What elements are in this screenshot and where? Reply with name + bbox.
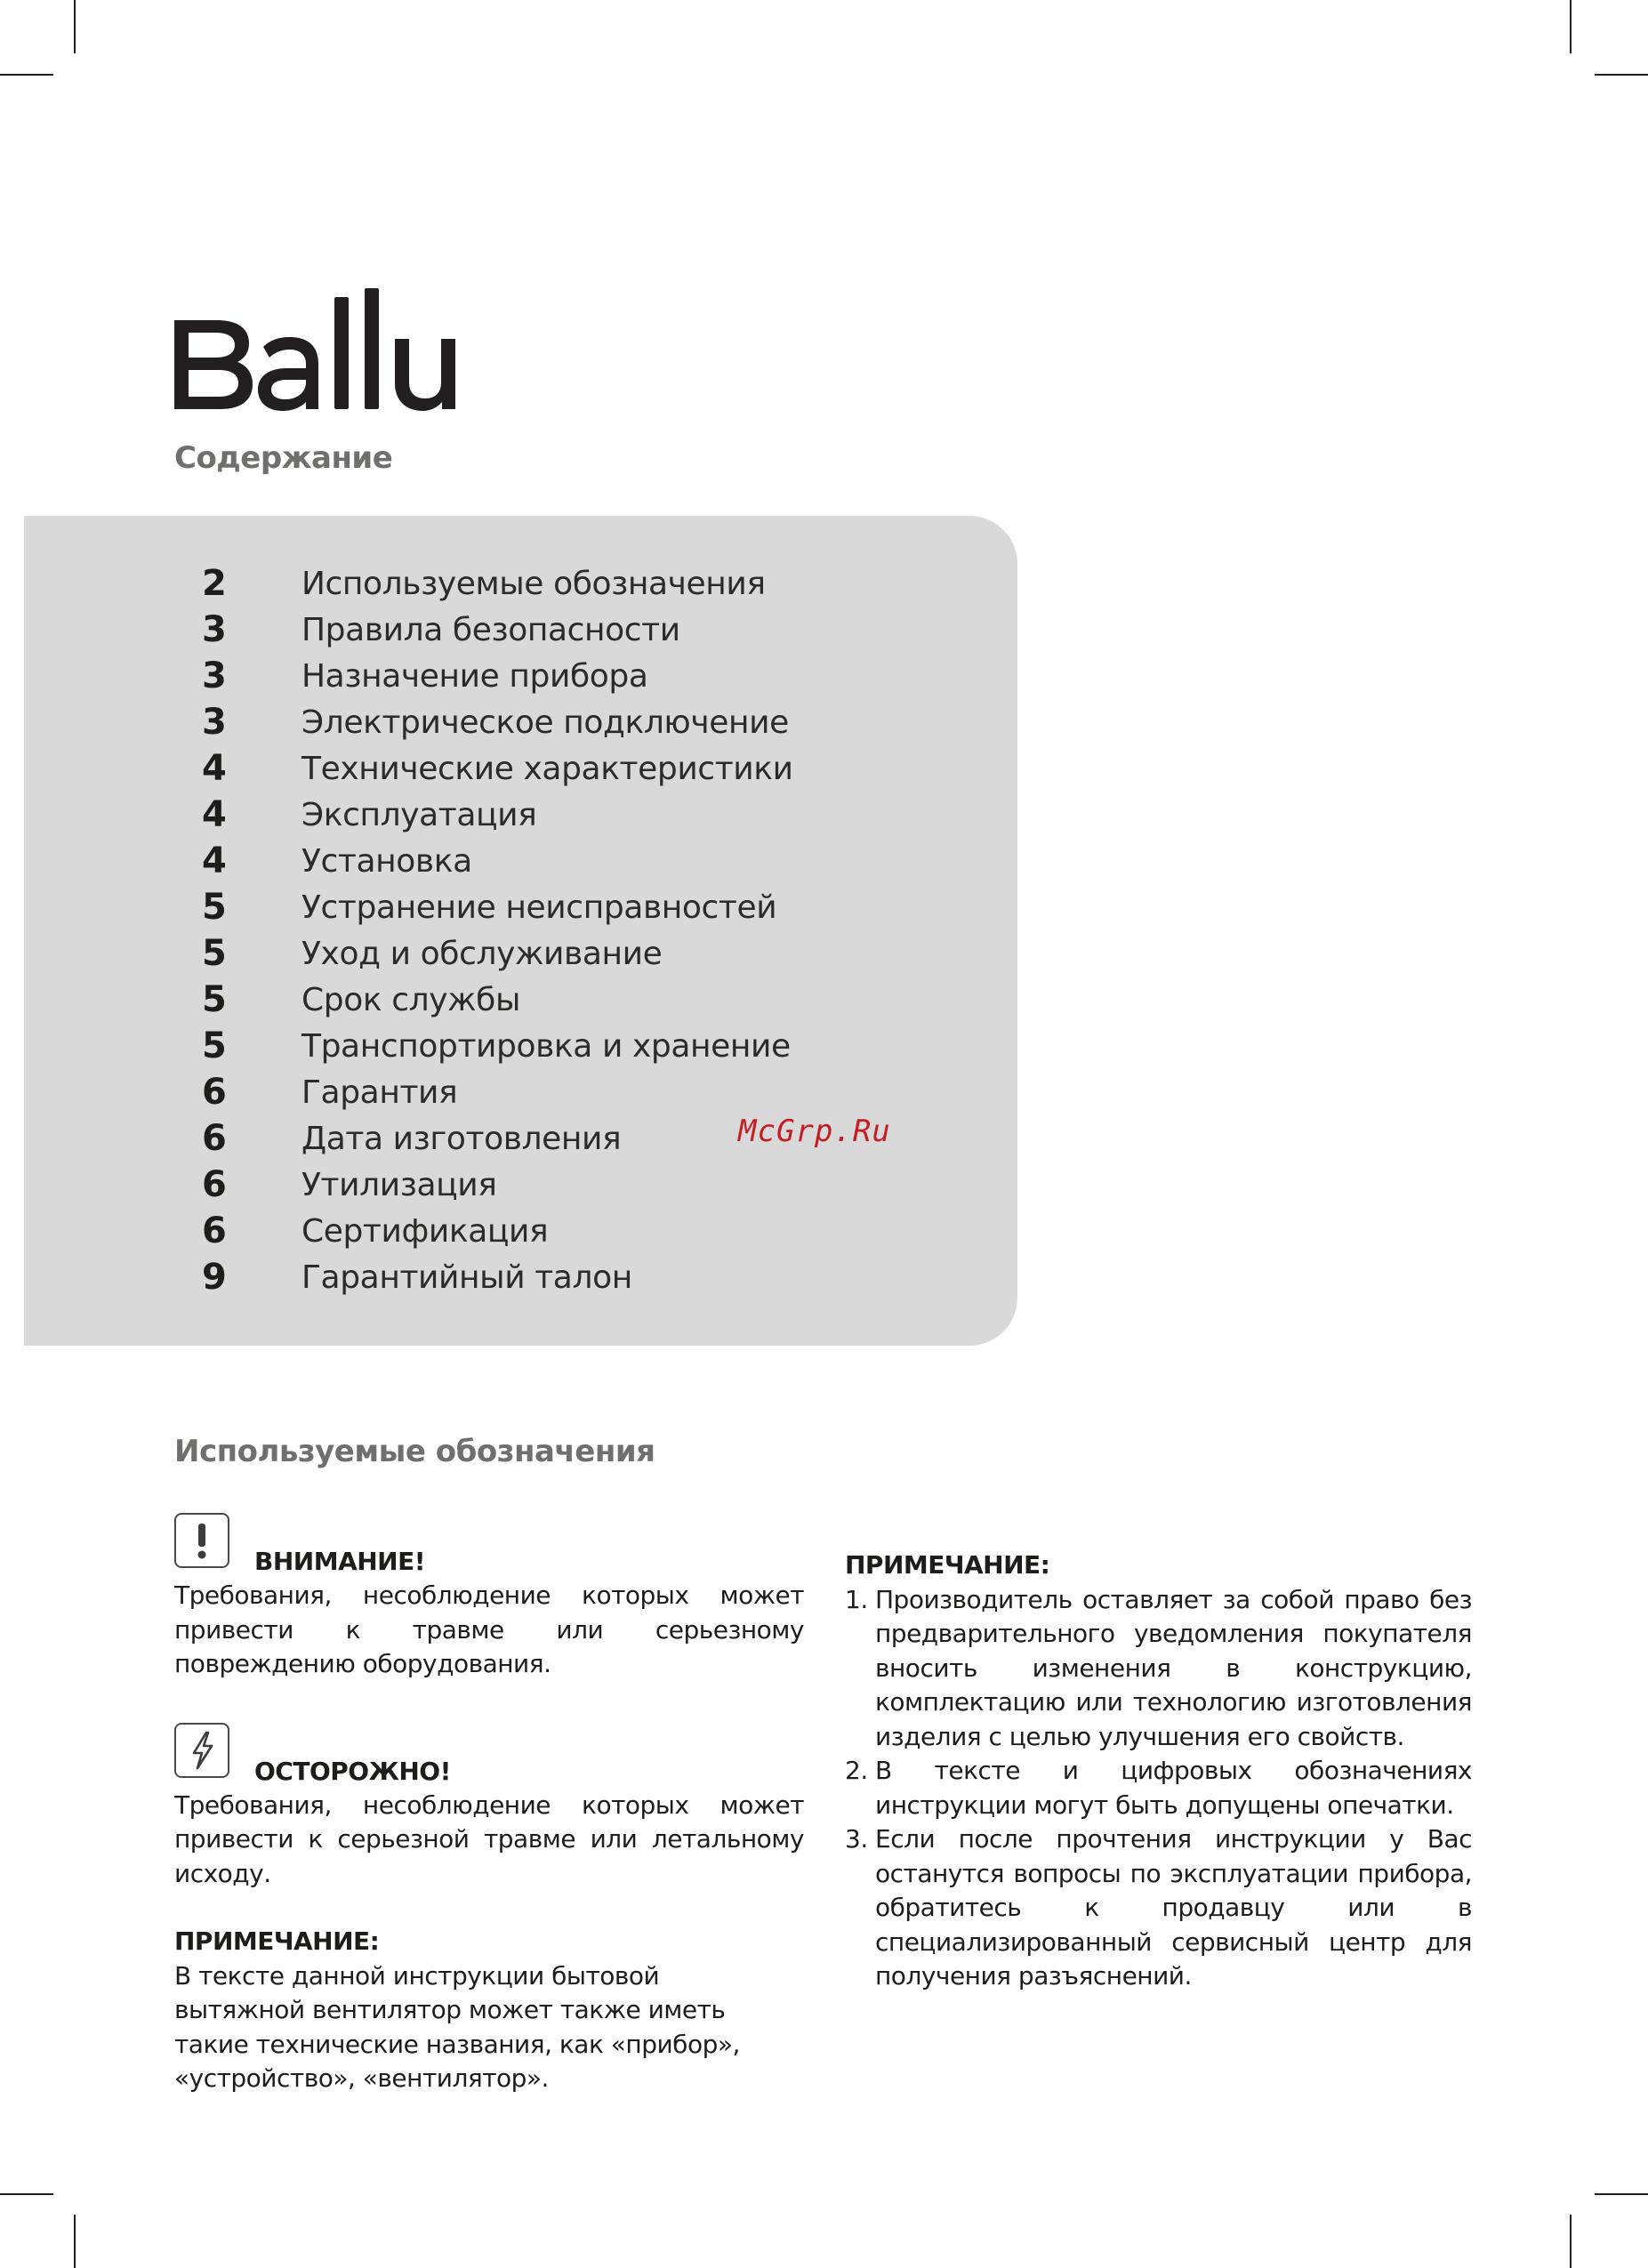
toc-item-title: Назначение прибора: [301, 657, 648, 695]
toc-item-title: Технические характеристики: [301, 750, 793, 787]
toc-page-number: 2: [202, 563, 227, 604]
warning-text: Требования, несоблюдение которых может привести к травме или серьезному повреждению оборудования.: [174, 1580, 804, 1678]
toc-page-number: 5: [202, 933, 227, 974]
toc-item[interactable]: [202, 792, 793, 838]
toc-page-number: 3: [202, 702, 227, 743]
toc-item[interactable]: [202, 1115, 793, 1162]
toc-page-number: 9: [202, 1257, 227, 1298]
toc-page-number: 5: [202, 887, 227, 928]
toc-list: [202, 560, 793, 1300]
toc-page-number: 4: [202, 840, 227, 881]
toc-item-title: Уход и обслуживание: [301, 935, 663, 972]
caution-text: Требования, несоблюдение которых может привести к серьезной травме или летальному исходу.: [174, 1789, 804, 1888]
toc-item[interactable]: [202, 1162, 793, 1208]
caution-label: ОСТОРОЖНО!: [254, 1756, 451, 1786]
toc-item-title: Гарантийный талон: [301, 1259, 632, 1296]
toc-item-title: Гарантия: [301, 1074, 458, 1111]
toc-item[interactable]: [202, 653, 793, 699]
toc-item-title: Установка: [301, 842, 472, 880]
toc-page-number: 6: [202, 1072, 227, 1113]
toc-page-number: 6: [202, 1164, 227, 1205]
spacer: [174, 1682, 804, 1719]
toc-item[interactable]: [202, 930, 793, 977]
crop-mark: [1570, 2215, 1572, 2268]
note-text: В тексте данной инструкции бытовой вытяжной вентилятор может также иметь такие технические названия, как «прибор», «устройство», «вентилятор».: [174, 1960, 740, 2093]
toc-item[interactable]: [202, 977, 793, 1023]
toc-item-title: Срок службы: [301, 981, 520, 1018]
crop-mark: [1595, 74, 1648, 76]
toc-item-title: Эксплуатация: [301, 796, 537, 833]
crop-mark: [1595, 2193, 1648, 2195]
warning-label: ВНИМАНИЕ!: [254, 1547, 426, 1576]
notes-item-number: 2.: [845, 1756, 868, 1785]
notes-item-number: 3.: [845, 1824, 868, 1854]
notes-list-item: [845, 1754, 1472, 1822]
crop-mark: [74, 2215, 76, 2268]
notes-label: ПРИМЕЧАНИЕ:: [845, 1550, 1050, 1580]
notes-item-text: В тексте и цифровых обозначениях инструкции могут быть допущены опечатки.: [875, 1756, 1472, 1820]
caution-header: [174, 1719, 804, 1786]
spacer: [174, 1891, 804, 1925]
notes-item-number: 1.: [845, 1584, 868, 1614]
symbols-heading: Используемые обозначения: [174, 1434, 655, 1469]
toc-page-number: 3: [202, 609, 227, 650]
toc-item-title: Дата изготовления: [301, 1120, 622, 1157]
toc-item[interactable]: [202, 1208, 793, 1254]
warning-header: [174, 1509, 804, 1576]
toc-item-title: Правила безопасности: [301, 611, 680, 648]
toc-item[interactable]: [202, 1023, 793, 1069]
exclamation-icon: [174, 1513, 229, 1568]
toc-page-number: 4: [202, 794, 227, 835]
toc-item-title: Транспортировка и хранение: [301, 1027, 791, 1065]
toc-item[interactable]: [202, 699, 793, 745]
toc-item-title: Электрическое подключение: [301, 704, 789, 741]
toc-page-number: 3: [202, 655, 227, 696]
toc-item[interactable]: [202, 607, 793, 653]
toc-page-number: 4: [202, 748, 227, 789]
toc-item-title: Используемые обозначения: [301, 565, 766, 602]
toc-page-number: 6: [202, 1118, 227, 1159]
toc-page-number: 6: [202, 1210, 227, 1251]
toc-item-title: Сертификация: [301, 1212, 549, 1250]
toc-item-title: Утилизация: [301, 1166, 497, 1203]
lightning-icon: [174, 1723, 229, 1778]
note-label: ПРИМЕЧАНИЕ:: [174, 1926, 380, 1956]
crop-mark: [0, 2193, 53, 2195]
crop-mark: [0, 74, 53, 76]
crop-mark: [74, 0, 76, 53]
toc-item[interactable]: [202, 884, 793, 930]
notes-list: [845, 1583, 1472, 1994]
toc-page-number: 5: [202, 1025, 227, 1066]
toc-page-number: 5: [202, 979, 227, 1020]
toc-panel: [24, 516, 1017, 1346]
toc-item[interactable]: [202, 838, 793, 884]
crop-mark: [1570, 0, 1572, 53]
toc-item-title: Устранение неисправностей: [301, 889, 777, 926]
watermark-link[interactable]: McGrp.Ru: [738, 1114, 891, 1149]
notes-list-item: [845, 1583, 1472, 1755]
toc-item[interactable]: [202, 560, 793, 607]
notes-right-column: [845, 1548, 1472, 1994]
toc-item[interactable]: [202, 1069, 793, 1115]
toc-item[interactable]: [202, 745, 793, 792]
ballu-logo: [174, 271, 468, 396]
notes-list-item: [845, 1822, 1472, 1994]
toc-heading: Содержание: [174, 440, 393, 476]
notes-item-text: Если после прочтения инструкции у Вас останутся вопросы по эксплуатации прибора, обратитесь к продавцу или в специализированный сервисный центр для получения разъяснений.: [875, 1824, 1472, 1991]
toc-item[interactable]: [202, 1254, 793, 1300]
notes-item-text: Производитель оставляет за собой право без предварительного уведомления покупателя вносить изменения в конструкцию, комплектацию или технологию изготовления изделия с целью улучшения его свойств.: [875, 1584, 1472, 1751]
symbols-left-column: [174, 1509, 804, 2096]
